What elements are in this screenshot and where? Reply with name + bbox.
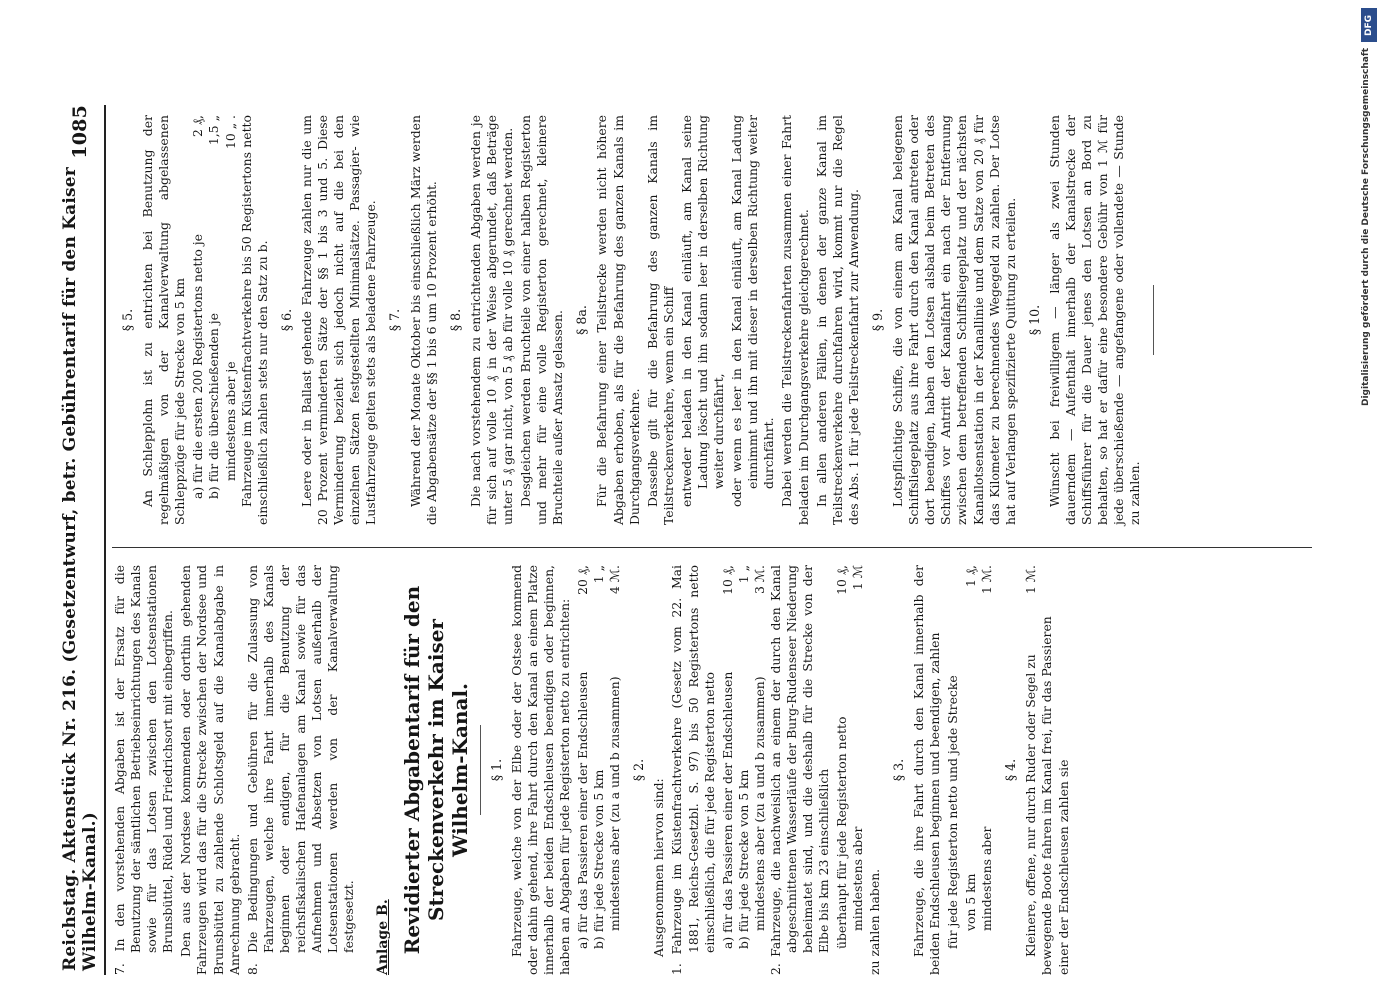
section-4-text: Kleinere, offene, nur durch Ruder oder Segel zu bewegende Boote fahren im Kanal frei, für das Passieren einer der Endschleusen zahlen sie <box>1023 616 1071 975</box>
section-8a-or: oder wenn es leer in den Kanal einläuft, am Kanal Ladung einnimmt und ihn mit dieser in derselben Richtung weiter durchfährt. <box>729 115 777 507</box>
tariff-value: 2 ₰, <box>190 115 206 137</box>
tariff-label: überhaupt für jede Registerton netto <box>834 716 850 949</box>
tariff-label: mindestens aber (zu a und b zusammen) <box>607 676 623 931</box>
section-8a-heading: § 8a. <box>574 305 590 335</box>
section-10-heading: § 10. <box>1026 304 1042 336</box>
section-8a-either: entweder beladen in den Kanal einläuft, am Kanal seine Ladung löscht und ihn sodann leer in derselben Richtung weiter durchfährt, <box>678 115 727 507</box>
section-4-value: 1 ℳ. <box>1023 565 1039 595</box>
section-8a-text-2: Dasselbe gilt für die Befahrung des ganzen Kanals im Teilstreckenverkehre, wenn ein Schiff <box>644 115 676 525</box>
section-6-text: Leere oder in Ballast gehende Fahrzeuge zahlen nur die um 20 Prozent verminderten Sätze der §§ 1 bis 3 und 5. Diese Verminderung bezieht sich jedoch nicht auf die bei den einzelnen Sätzen festgestellten Minimalsätze. Passagier- wie Lustfahrzeuge gelten stets als beladene Fahrzeuge. <box>298 115 379 525</box>
tariff-value: 1 „ <box>735 565 751 584</box>
tariff-row <box>752 565 768 975</box>
header-title: Reichstag. Aktenstück Nr. 216. (Gesetzentwurf, betr. Gebührentarif für den Kaiser Wilhelm-Kanal.) <box>60 167 100 971</box>
dfg-watermark <box>1359 8 1377 998</box>
section-7-heading: § 7. <box>387 308 403 332</box>
tariff-row <box>720 565 736 975</box>
section-5-note: Fahrzeuge im Küstenfrachtverkehre bis 50 Registertons netto einschließlich zahlen stets nur den Satz zu b. <box>238 115 270 525</box>
page-number: 1085 <box>69 105 91 159</box>
section-1-heading: § 1. <box>488 758 504 782</box>
paragraph-7b: Den aus der Nordsee kommenden oder dorthin gehenden Fahrzeugen wird das für die Strecke zwischen der Nordsee und Brunsbüttel zu zahlende Schlotsgeld auf die Kanalabgabe in Anrechnung gebracht. <box>178 565 242 975</box>
header-rule <box>104 105 106 975</box>
section-4-row <box>1023 565 1071 975</box>
tariff-row <box>850 565 866 975</box>
tariff-label: mindestens aber <box>850 826 866 931</box>
section-10-text: Wünscht bei freiwilligem — länger als zwei Stunden dauerndem — Aufenthalt innerhalb der Kanalstrecke der Schiffsführer für die Dauer jenes den Lotsen an Bord zu behalten, so hat er dafür eine besondere Gebühr von 1 ℳ für jede überschießende — angefangene oder vollendete — Stunde zu zahlen. <box>1046 115 1143 525</box>
section-5-heading: § 5. <box>120 308 135 332</box>
tariff-value: 1 ℳ. <box>979 565 995 595</box>
anlage-title: Revidierter Abgabentarif für den Streckenverkehr im Kaiser Wilhelm-Kanal. <box>399 585 472 955</box>
digitization-credit: Digitalisierung gefördert durch die Deutsche Forschungsgemeinschaft <box>1361 48 1371 407</box>
tariff-row <box>834 565 850 975</box>
tariff-value: 1 ℳ <box>850 565 866 591</box>
tariff-label: b) für jede Strecke von 5 km <box>735 769 751 949</box>
tariff-label: b) für jede Strecke von 5 km <box>591 769 607 949</box>
tariff-label: von 5 km <box>963 873 979 931</box>
section-3-text: Fahrzeuge, die ihre Fahrt durch den Kanal innerhalb der beiden Endschleusen beginnen und beendigen, zahlen <box>910 565 942 975</box>
tariff-row <box>575 565 591 975</box>
paragraph-7: 7. In den vorstehenden Abgaben ist der Ersatz für die Benutzung der sämtlichen Betriebseinrichtungen des Kanals sowie für das Lotsen zwischen den Lotsenstationen Brunsbüttel, Rüdel und Friedrichsort mit einbegriffen. <box>112 565 176 975</box>
right-column <box>112 115 1322 525</box>
tariff-row <box>206 115 222 525</box>
tariff-label: a) für das Passieren einer der Endschleusen <box>574 671 590 949</box>
section-3-line: für jede Registerton netto und jede Strecke <box>944 675 960 949</box>
tariff-value: 1 ₰, <box>963 565 979 587</box>
column-divider <box>112 547 1312 548</box>
section-9-heading: § 9. <box>869 308 885 332</box>
anlage-label: Anlage B. <box>375 899 392 975</box>
section-9-text: Lotspflichtige Schiffe, die von einem am Kanal belegenen Schiffsliegeplatz aus ihre Fahrt durch den Kanal antreten oder dort beendigen, haben den Lotsen alsbald beim Betreten des Schiffes vor Antritt der Kanalfahrt ein nach der Entfernung zwischen dem betreffenden Schiffsliegeplatz und der nächsten Kanallotsenstation in der Kanallinie und dem Satze von 20 ₰ für das Kilometer zu berechnendes Wegegeld zu zahlen. Der Lotse hat auf Verlangen spezifizierte Quittung zu erteilen. <box>890 115 1018 525</box>
tariff-value: 10 ₰, <box>719 565 735 595</box>
tariff-row <box>190 115 206 525</box>
end-rule <box>1153 285 1154 355</box>
tariff-value: 20 ₰, <box>574 565 590 595</box>
section-2-item-1: 1. Fahrzeuge im Küstenfrachtverkehre (Gesetz vom 22. Mai 1881, Reichs-Gesetzbl. S. 97) bis 50 Registertons netto einschließlich, die für jede Registerton netto <box>669 565 717 975</box>
section-1-text: Fahrzeuge, welche von der Elbe oder der Ostsee kommend oder dahin gehend, ihre Fahrt durch den Kanal an einem Platze innerhalb der beiden Endschleusen beendigen oder beginnen, haben an Abgaben für jede Registerton netto zu entrichten: <box>508 565 572 975</box>
section-8-text: Die nach vorstehendem zu entrichtenden Abgaben werden je für sich auf volle 10 ₰ in der Weise abgerundet, daß Beträge unter 5 ₰ gar nicht, von 5 ₰ ab für volle 10 ₰ gerechnet werden. <box>467 115 515 525</box>
section-2-item-2: 2. Fahrzeuge, die nachweislich an einem der durch den Kanal abgeschnittenen Wasserläufe der Burg-Rudenseer Niederung beheimatet sind, und die deshalb für die Strecke von der Elbe bis km 23 einschließlich <box>768 565 832 975</box>
tariff-value: 4 ℳ. <box>607 565 623 595</box>
tariff-label: mindestens aber <box>979 826 995 931</box>
tariff-label: a) für die ersten 200 Registertons netto je <box>190 234 206 499</box>
section-8a-text: Für die Befahrung einer Teilstrecke werden nicht höhere Abgaben erhoben, als für die Befahrung des ganzen Kanals im Durchgangsverkehre. <box>594 115 642 525</box>
tariff-label: b) für die überschießenden je <box>206 313 222 499</box>
left-column <box>112 565 1322 975</box>
rotated-sheet <box>60 85 1340 995</box>
page-header <box>60 105 100 975</box>
tariff-value: 1,5 „ <box>206 115 222 146</box>
tariff-row <box>979 565 995 975</box>
tariff-row <box>607 565 623 975</box>
section-8a-text-5: Dabei werden die Teilstreckenfahrten zusammen einer Fahrt beladen im Durchgangsverkehre gleichgerechnet. <box>779 115 811 525</box>
tariff-label: mindestens aber je <box>222 361 238 481</box>
section-8-text-2: Desgleichen werden Bruchteile von einer halben Registerton und mehr für eine volle Registerton gerechnet, kleinere Bruchteile außer Ansatz gelassen. <box>518 115 566 525</box>
section-2-closing: zu zahlen haben. <box>866 868 882 975</box>
tariff-row <box>223 115 239 525</box>
short-rule <box>480 725 481 815</box>
tariff-value: 10 „ . <box>222 115 238 150</box>
section-5-text: An Schlepplohn ist zu entrichten bei Benutzung der regelmäßigen von der Kanalverwaltung abgelassenen Schleppzüge für jede Strecke von 5 km <box>140 115 188 525</box>
tariff-label: a) für das Passieren einer der Endschleusen <box>719 671 735 949</box>
section-2-heading: § 2. <box>631 758 647 782</box>
dfg-logo: DFG <box>1361 8 1377 42</box>
section-6-heading: § 6. <box>278 308 294 332</box>
section-8a-text-6: In allen anderen Fällen, in denen der ganze Kanal im Teilstreckenverkehre durchfahren wird, kommt nur die Regel des Abs. 1 für jede Teilstreckenfahrt zur Anwendung. <box>813 115 861 525</box>
tariff-label: mindestens aber (zu a und b zusammen) <box>751 676 767 931</box>
tariff-row <box>963 565 979 975</box>
section-7-text: Während der Monate Oktober bis einschließlich März werden die Abgabensätze der §§ 1 bis 6 um 10 Prozent erhöht. <box>407 115 439 525</box>
section-2-intro: Ausgenommen hiervon sind: <box>651 778 667 957</box>
section-3-heading: § 3. <box>890 758 906 782</box>
tariff-row <box>736 565 752 975</box>
tariff-value: 10 ₰, <box>834 565 850 595</box>
tariff-value: 3 ℳ. <box>751 565 767 595</box>
tariff-value: 1 „ <box>591 565 607 584</box>
section-4-heading: § 4. <box>1003 758 1019 782</box>
paragraph-8: 8. Die Bedingungen und Gebühren für die Zulassung von Fahrzeugen, welche ihre Fahrt innerhalb des Kanals beginnen oder endigen, für die Benutzung der reichsfiskalischen Hafenanlagen am Kanal sowie für das Aufnehmen und Absetzen von Lotsen außerhalb der Lotsenstationen werden von der Kanalverwaltung festgesetzt. <box>244 565 357 975</box>
section-8-heading: § 8. <box>447 308 463 332</box>
tariff-row <box>591 565 607 975</box>
